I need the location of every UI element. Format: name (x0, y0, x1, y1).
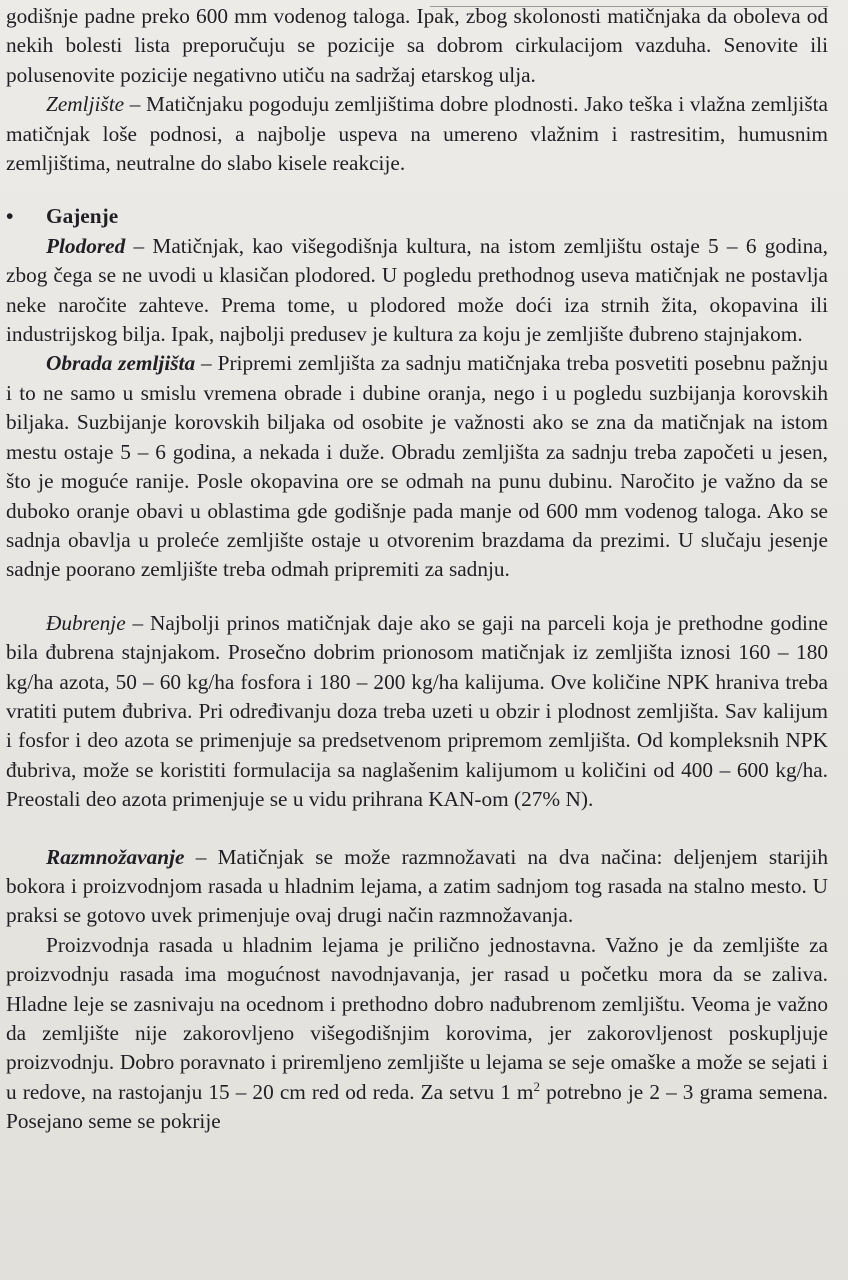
term-obrada: Obrada zemljišta (46, 351, 196, 376)
razmnozavanje-text: – Matičnjak se može razmnožavati na dva načina: deljenjem starijih bokora i proizvodnjom rasada u hladnim lejama, a zatim sadnjom tog rasada na stalno mesto. U praksi se gotovo uvek primenjuje ovaj drugi način razmnožavanja. (6, 844, 828, 928)
obrada-text: – Pripremi zemljišta za sadnju matičnjaka treba posvetiti posebnu pažnju i to ne samo u smislu vremena obrade i dubine oranja, nego i u pogledu suzbijanja korovskih biljaka. Suzbijanje korovskih biljaka od osobite je važnosti ako se zna da matičnjak na istom mestu ostaje 5 – 6 godina, a nekada i duže. Obradu zemljišta za sadnju treba započeti u jesen, što je moguće ranije. Posle okopavina ore se odmah na punu dubinu. Naročito je važno da se duboko oranje obavi u oblastima gde godišnje pada manje od 600 mm vodenog taloga. Ako se sadnja obavlja u proleće zemljište ostaje u otvorenim brazdama da prezimi. U slučaju jesenje sadnje poorano zemljište treba odmah pripremiti za sadnju. (6, 351, 828, 582)
term-razmnozavanje: Razmnožavanje (46, 844, 185, 869)
paragraph-intro: godišnje padne preko 600 mm vodenog taloga. Ipak, zbog skolonosti matičnjaka da oboleva od nekih bolesti lista preporučuju se pozicije sa dobrom cirkulacijom vazduha. Senovite ili polusenovite pozicije negativno utiču na sadržaj etarskog ulja. (6, 4, 828, 87)
page-content (6, 2, 828, 1137)
dubrenje-text: – Najbolji prinos matičnjak daje ako se gaji na parceli koja je prethodne godine bila đubrena stajnjakom. Prosečno dobrim prionosom matičnjak iz zemljišta iznosi 160 – 180 kg/ha azota, 50 – 60 kg/ha fosfora i 180 – 200 kg/ha kalijuma. Ove količine NPK hraniva treba vratiti putem đubriva. Pri određivanju doza treba uzeti u obzir i plodnost zemljišta. Sav kalijum i fosfor i deo azota se primenjuje sa predsetvenom pripremom zemljišta. Od kompleksnih NPK đubriva, može se koristiti formulacija sa naglašenim kalijumom u količini od 400 – 600 kg/ha. Preostali deo azota primenjuje se u vidu prihrana KAN-om (27% N). (6, 610, 828, 812)
plodored-text: – Matičnjak, kao višegodišnja kultura, na istom zemljištu ostaje 5 – 6 godina, zbog čega se ne uvodi u klasičan plodored. U pogledu prethodnog useva matičnjak ne postavlja neke naročite zahteve. Prema tome, u plodored može doći iza strnih žita, okopavina ili industrijskog bilja. Ipak, najbolji predusev je kultura za koju je zemljište đubreno stajnjakom. (6, 233, 828, 347)
term-dubrenje: Đubrenje (46, 610, 126, 635)
section-heading (6, 202, 828, 231)
paragraph-razmnozavanje (6, 843, 828, 931)
term-soil: Zemljište (46, 92, 125, 117)
soil-text: – Matičnjaku pogoduju zemljištima dobre plodnosti. Jako teška i vlažna zemljišta matičnjak loše podnosi, a najbolje uspeva na umereno vlažnim i rastresitim, humusnim zemljištima, neutralne do slabo kisele reakcije. (6, 92, 828, 176)
paragraph-rasad (6, 931, 828, 1137)
section-title: Gajenje (46, 204, 119, 229)
paragraph-soil (6, 90, 828, 178)
rasad-text-1: Proizvodnja rasada u hladnim lejama je prilično jednostavna. Važno je da zemljište za proizvodnju rasada ima mogućnost navodnjavanja, jer rasad u početku mora da se zaliva. Hladne leje se zasnivaju na ocednom i prethodno dobro nađubrenom zemljištu. Veoma je važno da zemljište nije zakorovljeno višegodišnjim korovima, jer zakorovljenost poskupljuje proizvodnju. Dobro poravnato i priremljeno zemljište u lejama se seje omaške a može se sejati i u redove, na rastojanju 15 – 20 cm red od reda. Za setvu 1 m (6, 932, 828, 1104)
paragraph-plodored (6, 232, 828, 350)
rasad-text-2: potrebno je 2 – 3 grama semena. Posejano seme se pokrije (6, 1079, 829, 1134)
paragraph-dubrenje (6, 609, 828, 815)
superscript-2: 2 (533, 1078, 541, 1094)
paragraph-obrada (6, 349, 828, 584)
term-plodored: Plodored (46, 233, 126, 258)
bullet-icon: • (6, 204, 14, 229)
